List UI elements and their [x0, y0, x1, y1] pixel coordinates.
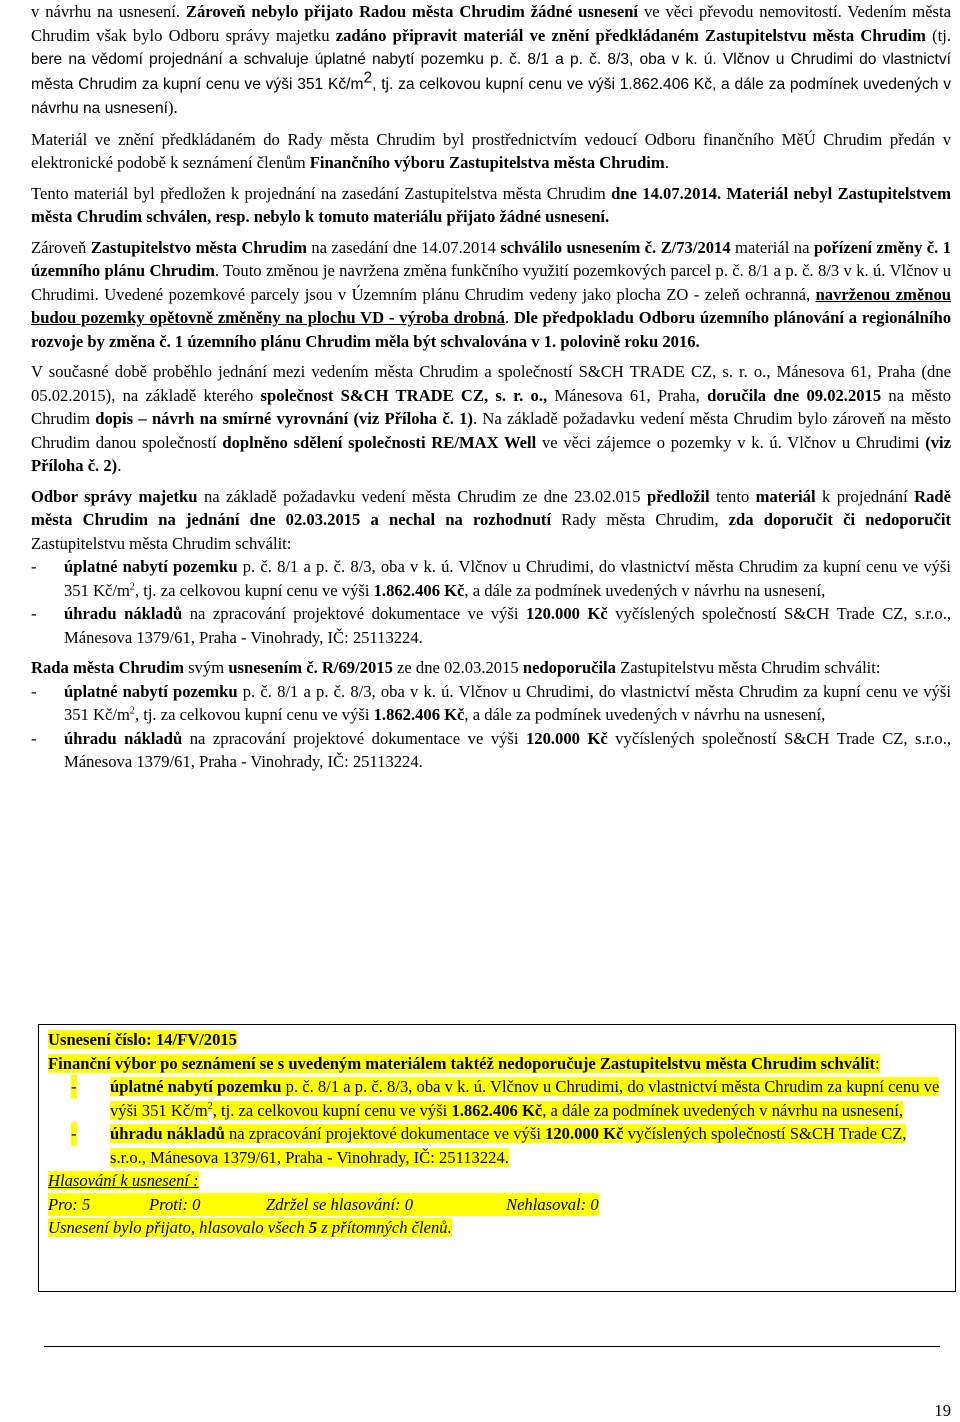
resolution-intro: Finanční výbor po seznámení se s uvedeným materiálem taktéž nedoporučuje Zastupitelstvu města Chrudim schválit:: [48, 1053, 880, 1073]
text: Zastupitelstvu města Chrudim schválit:: [31, 533, 292, 553]
text: ve věci převodu nemovitostí. Vedením města Chrudim však bylo Odboru správy majetku: [31, 2, 951, 45]
bold-text: Zastupitelstvo města Chrudim: [90, 237, 307, 257]
text: p. č. 8/1 a p. č. 8/3, oba v k. ú. Vlčnov u Chrudimi, do vlastnictví města Chrudim za kupní cenu ve výši 351 Kč/m: [64, 557, 951, 600]
vote-results: [48, 1193, 599, 1217]
paragraph-financial-committee: [31, 128, 951, 175]
list-dash: -: [31, 681, 37, 701]
resolution-list-item: - úplatné nabytí pozemku p. č. 8/1 a p. č. 8/3, oba v k. ú. Vlčnov u Chrudimi, do vlastnictví města Chrudim za kupní cenu ve výši 351 $Kč/m^2$, tj. za celkovou kupní cenu ve výši 1.862.406 Kč, a dále za podmínek uvedených v návrhu na usnesení,: [71, 1077, 940, 1120]
list-dash: -: [31, 604, 37, 623]
list-dash: -: [31, 728, 37, 748]
bold-text: zda doporučit či nedoporučit: [728, 510, 951, 529]
bold-text: dopis – návrh na smírné vyrovnání (viz Příloha č. 1): [95, 409, 473, 428]
text: ze dne 02.03.2015: [392, 658, 523, 677]
paragraph-assembly-session: [31, 182, 951, 229]
bold-text: úhradu nákladů: [64, 604, 183, 623]
bold-text: Rada města Chrudim: [31, 658, 185, 677]
text: vyčíslených společností S&CH Trade CZ, s.r.o., Mánesova 1379/61, Praha - Vinohrady, IČ: 25113224.: [64, 604, 952, 647]
list-dash: -: [31, 557, 37, 576]
text: svým: [184, 658, 229, 677]
bold-text: Zároveň nebylo přijato Radou města Chrudim žádné usnesení: [185, 2, 639, 21]
text: (tj.: [925, 25, 951, 45]
text: , tj. za celkovou kupní cenu ve výši: [134, 705, 374, 724]
bold-text: Dle předpokladu Odboru územního plánování a regionálního rozvoje by změna č. 1 územního plánu Chrudim měla být schvalována v 1. polovině roku 2016.: [31, 308, 951, 351]
resolution-number: Usnesení číslo: 14/FV/2015: [48, 1030, 237, 1049]
text: .: [504, 308, 514, 327]
text: na zpracování projektové dokumentace ve výši: [182, 604, 526, 623]
bold-text: Radě města Chrudim na jednání dne 02.03.2015 a nechal na rozhodnutí: [31, 486, 951, 529]
text: Tento materiál byl předložen k projednání na zasedání Zastupitelstva města Chrudim: [31, 183, 612, 203]
list-item: [31, 555, 951, 602]
bold-text: nedoporučila: [522, 658, 616, 677]
superscript: 2: [129, 705, 135, 717]
text: . Na základě požadavku vedení města Chrudim bylo zároveň na město Chrudim danou společností: [31, 409, 951, 452]
bold-text: doplněno sdělení společnosti RE/MAX Well: [222, 432, 537, 452]
document-page: [31, 0, 951, 774]
text: Mánesova 61, Praha,: [547, 385, 708, 405]
bold-text: úplatné nabytí pozemku: [64, 681, 238, 701]
underlined-bold-text: navrženou změnou budou pozemky opětovně změněny na plochu VD - výroba drobná: [31, 284, 951, 327]
text: .: [664, 153, 669, 172]
bold-text: schválilo usnesením č. Z/73/2014: [500, 237, 731, 257]
paragraph-negotiation: [31, 360, 951, 478]
resolution-box: [38, 1024, 956, 1292]
bold-text: 1.862.406 Kč: [373, 705, 465, 724]
bold-text: úplatné nabytí pozemku: [64, 557, 238, 576]
text: vyčíslených společností S&CH Trade CZ, s.r.o., Mánesova 1379/61, Praha - Vinohrady, IČ: 25113224.: [64, 728, 952, 771]
text: .: [117, 456, 122, 475]
vote-result-statement: Usnesení bylo přijato, hlasovalo všech 5 z přítomných členů.: [48, 1218, 452, 1237]
footer-rule: [44, 1346, 940, 1347]
bold-text: zadáno připravit materiál ve znění předkládaném Zastupitelstvu města Chrudim: [335, 25, 926, 45]
list-dash: -: [71, 1075, 77, 1099]
text: , a dále za podmínek uvedených v návrhu na usnesení,: [464, 705, 826, 724]
vote-for: Pro: 5: [48, 1194, 91, 1214]
bold-text: usnesením č. R/69/2015: [228, 658, 393, 677]
bold-text: 120.000 Kč: [526, 604, 608, 623]
text: . Touto změnou je navržena změna funkčního využití pozemkových parcel p. č. 8/1 a p. č. 8/3 v k. ú. Vlčnov u Chrudimi. Uvedené pozemkové parcely jsou v Územním plánu Chrudim vedeny jako plocha ZO - zeleň ochranná,: [31, 261, 951, 304]
bold-text: Finančního výboru Zastupitelstva města Chrudim: [309, 153, 665, 172]
vote-absent: Nehlasoval: 0: [506, 1194, 599, 1214]
text: ve věci zájemce o pozemky v k. ú. Vlčnov u Chrudimi: [536, 432, 926, 452]
text: Zastupitelstvu města Chrudim schválit:: [615, 658, 881, 677]
text: na zasedání dne 14.07.2014: [306, 237, 501, 257]
superscript: 2: [363, 68, 373, 86]
superscript: 2: [207, 1100, 213, 1112]
text: Zároveň: [31, 237, 91, 257]
bold-text: doručila dne 09.02.2015: [707, 385, 882, 405]
superscript: 2: [129, 580, 135, 592]
vote-abstain: Zdržel se hlasování: 0: [266, 1194, 414, 1214]
vote-against: Proti: 0: [149, 1194, 201, 1214]
list-dash: -: [71, 1122, 77, 1146]
paragraph-land-plan-change: [31, 236, 951, 354]
text: p. č. 8/1 a p. č. 8/3, oba v k. ú. Vlčnov u Chrudimi, do vlastnictví města Chrudim za kupní cenu ve výši 351 Kč/m: [64, 681, 951, 724]
quoted-proposal-text: bere na vědomí projednání a schvaluje úplatné nabytí pozemku p. č. 8/1 a p. č. 8/3, oba v k. ú. Vlčnov u Chrudimi do vlastnictví města Chrudim za kupní cenu ve výši 351 Kč/m: [31, 51, 951, 93]
bold-text: Odbor správy majetku: [31, 486, 198, 506]
text: , tj. za celkovou kupní cenu ve výši: [134, 580, 374, 600]
bold-text: pořízení změny č. 1 územního plánu Chrudim: [31, 237, 952, 280]
bold-text: 120.000 Kč: [526, 728, 608, 748]
text: , a dále za podmínek uvedených v návrhu na usnesení,: [464, 580, 826, 600]
quoted-proposal-text: , tj. za celkovou kupní cenu ve výši 1.862.406 Kč, a dále za podmínek uvedených v návrhu na usnesení: [31, 75, 951, 117]
text: ).: [167, 98, 178, 117]
paragraph-property-department: [31, 485, 951, 556]
bold-text: materiál: [755, 486, 816, 506]
resolution-list-item: - úhradu nákladů na zpracování projektové dokumentace ve výši 120.000 Kč vyčíslených společností S&CH Trade CZ, s.r.o., Mánesova 1379/61, Praha - Vinohrady, IČ: 25113224.: [71, 1124, 907, 1167]
text: k projednání: [815, 486, 915, 506]
vote-heading: Hlasování k usnesení :: [48, 1171, 199, 1190]
text: Rady města Chrudim,: [551, 510, 729, 529]
bold-text: dne 14.07.2014. Materiál nebyl Zastupitelstvem města Chrudim schválen, resp. nebylo k tomuto materiálu přijato žádné usnesení.: [31, 183, 951, 226]
paragraph-council-decision: [31, 656, 951, 680]
page-number: 19: [934, 1401, 951, 1420]
text: Materiál ve znění předkládaném do Rady města Chrudim byl prostřednictvím vedoucí Odboru finančního MěÚ Chrudim předán v elektronické podobě k seznámení členům: [31, 129, 951, 172]
bold-text: společnost S&CH TRADE CZ, s. r. o.,: [260, 385, 548, 405]
text: na zpracování projektové dokumentace ve výši: [182, 728, 526, 748]
bold-text: předložil: [646, 486, 710, 506]
text: tento: [709, 486, 756, 506]
text: na základě požadavku vedení města Chrudim ze dne 23.02.015: [197, 486, 647, 506]
text: V současné době proběhlo jednání mezi vedením města Chrudim a společností S&CH TRADE CZ, s. r. o., Mánesova 61, Praha (dne 05.02.2015), na základě kterého: [31, 362, 951, 405]
list-item: [31, 602, 951, 649]
list-item: [31, 680, 951, 727]
text: materiál na: [730, 237, 814, 257]
text: na město Chrudim: [31, 385, 951, 428]
bold-text: (viz Příloha č. 2): [31, 432, 951, 475]
bold-text: úhradu nákladů: [64, 728, 183, 748]
text: v návrhu na usnesení.: [31, 2, 186, 21]
bold-text: 1.862.406 Kč: [373, 580, 465, 600]
list-item: [31, 727, 951, 774]
paragraph-previous-context: [31, 0, 951, 121]
